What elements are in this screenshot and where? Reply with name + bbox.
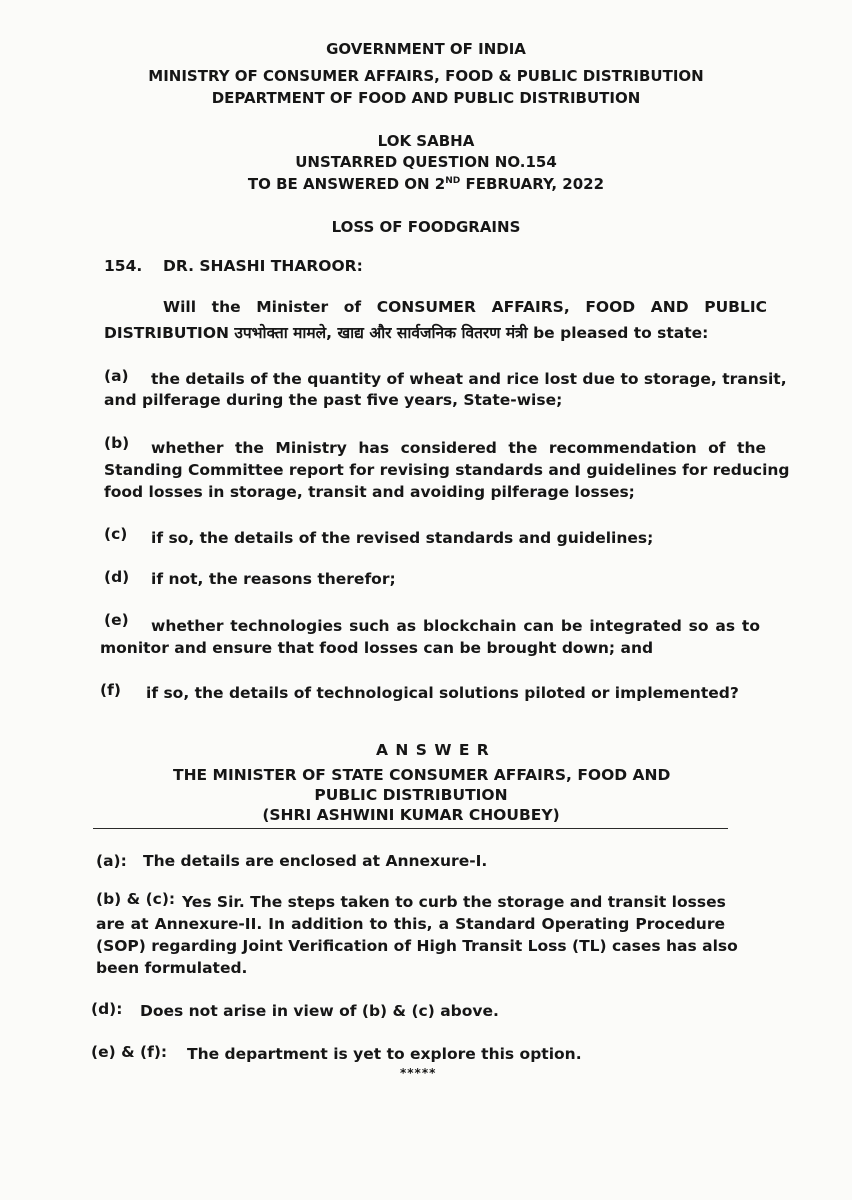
question-label: (e) [104, 611, 129, 629]
house-name: LOK SABHA [377, 132, 475, 150]
government-heading: GOVERNMENT OF INDIA [326, 40, 526, 58]
answer-text-line: (SOP) regarding Joint Verification of High Transit Loss (TL) cases has also [96, 937, 738, 955]
question-label: (c) [104, 525, 128, 543]
intro-line-2: DISTRIBUTION उपभोक्ता मामले, खाद्य और सार्वजनिक वितरण मंत्री be pleased to state: [104, 324, 709, 342]
ministry-heading: MINISTRY OF CONSUMER AFFAIRS, FOOD & PUBLIC DISTRIBUTION [148, 67, 704, 85]
intro-line-1: Will the Minister of CONSUMER AFFAIRS, FOOD AND PUBLIC [163, 298, 767, 316]
question-text-line: and pilferage during the past five years, State-wise; [104, 391, 563, 409]
question-text-line: food losses in storage, transit and avoiding pilferage losses; [104, 483, 635, 501]
question-text-line: if so, the details of technological solutions piloted or implemented? [146, 684, 739, 702]
question-label: (b) [104, 434, 130, 452]
minister-title-line-2: PUBLIC DISTRIBUTION [314, 786, 508, 804]
answer-date-prefix: TO BE ANSWERED ON 2 [247, 175, 446, 193]
answer-heading: A N S W E R [376, 741, 490, 759]
answer-text-line: Yes Sir. The steps taken to curb the storage and transit losses [182, 893, 726, 911]
answer-text-line: been formulated. [96, 959, 248, 977]
question-text-line: the details of the quantity of wheat and rice lost due to storage, transit, [151, 370, 787, 388]
minister-title-line-1: THE MINISTER OF STATE CONSUMER AFFAIRS, FOOD AND [173, 766, 671, 784]
minister-name: (SHRI ASHWINI KUMAR CHOUBEY) [262, 806, 560, 824]
answer-label: (d): [91, 1000, 123, 1018]
question-label: (d) [104, 568, 130, 586]
question-label: (a) [104, 367, 129, 385]
member-number: 154. [104, 257, 143, 275]
answer-text-line: Does not arise in view of (b) & (c) above. [140, 1002, 499, 1020]
member-name: DR. SHASHI THAROOR: [163, 257, 363, 275]
question-label: (f) [100, 681, 121, 699]
answer-date-ordinal: ND [445, 176, 461, 186]
answer-label: (a): [96, 852, 127, 870]
question-text-line: whether technologies such as blockchain can be integrated so as to [151, 617, 760, 635]
answer-text-line: The details are enclosed at Annexure-I. [143, 852, 488, 870]
question-text-line: if not, the reasons therefor; [151, 570, 396, 588]
department-heading: DEPARTMENT OF FOOD AND PUBLIC DISTRIBUTION [211, 89, 641, 107]
question-text-line: if so, the details of the revised standards and guidelines; [151, 529, 654, 547]
answer-label: (b) & (c): [96, 890, 176, 908]
answer-text-line: are at Annexure-II. In addition to this, a Standard Operating Procedure [96, 915, 725, 933]
answer-label: (e) & (f): [91, 1043, 168, 1061]
question-number: UNSTARRED QUESTION NO.154 [295, 153, 557, 171]
answer-text-line: The department is yet to explore this option. [187, 1045, 582, 1063]
question-title: LOSS OF FOODGRAINS [331, 218, 521, 236]
question-text-line: Standing Committee report for revising standards and guidelines for reducing [104, 461, 790, 479]
question-text-line: monitor and ensure that food losses can be brought down; and [100, 639, 654, 657]
answer-date-suffix: FEBRUARY, 2022 [460, 175, 605, 193]
answer-date [0, 175, 852, 193]
question-text-line: whether the Ministry has considered the recommendation of the [151, 439, 766, 457]
end-mark: ***** [400, 1066, 437, 1080]
answer-divider [93, 828, 728, 829]
